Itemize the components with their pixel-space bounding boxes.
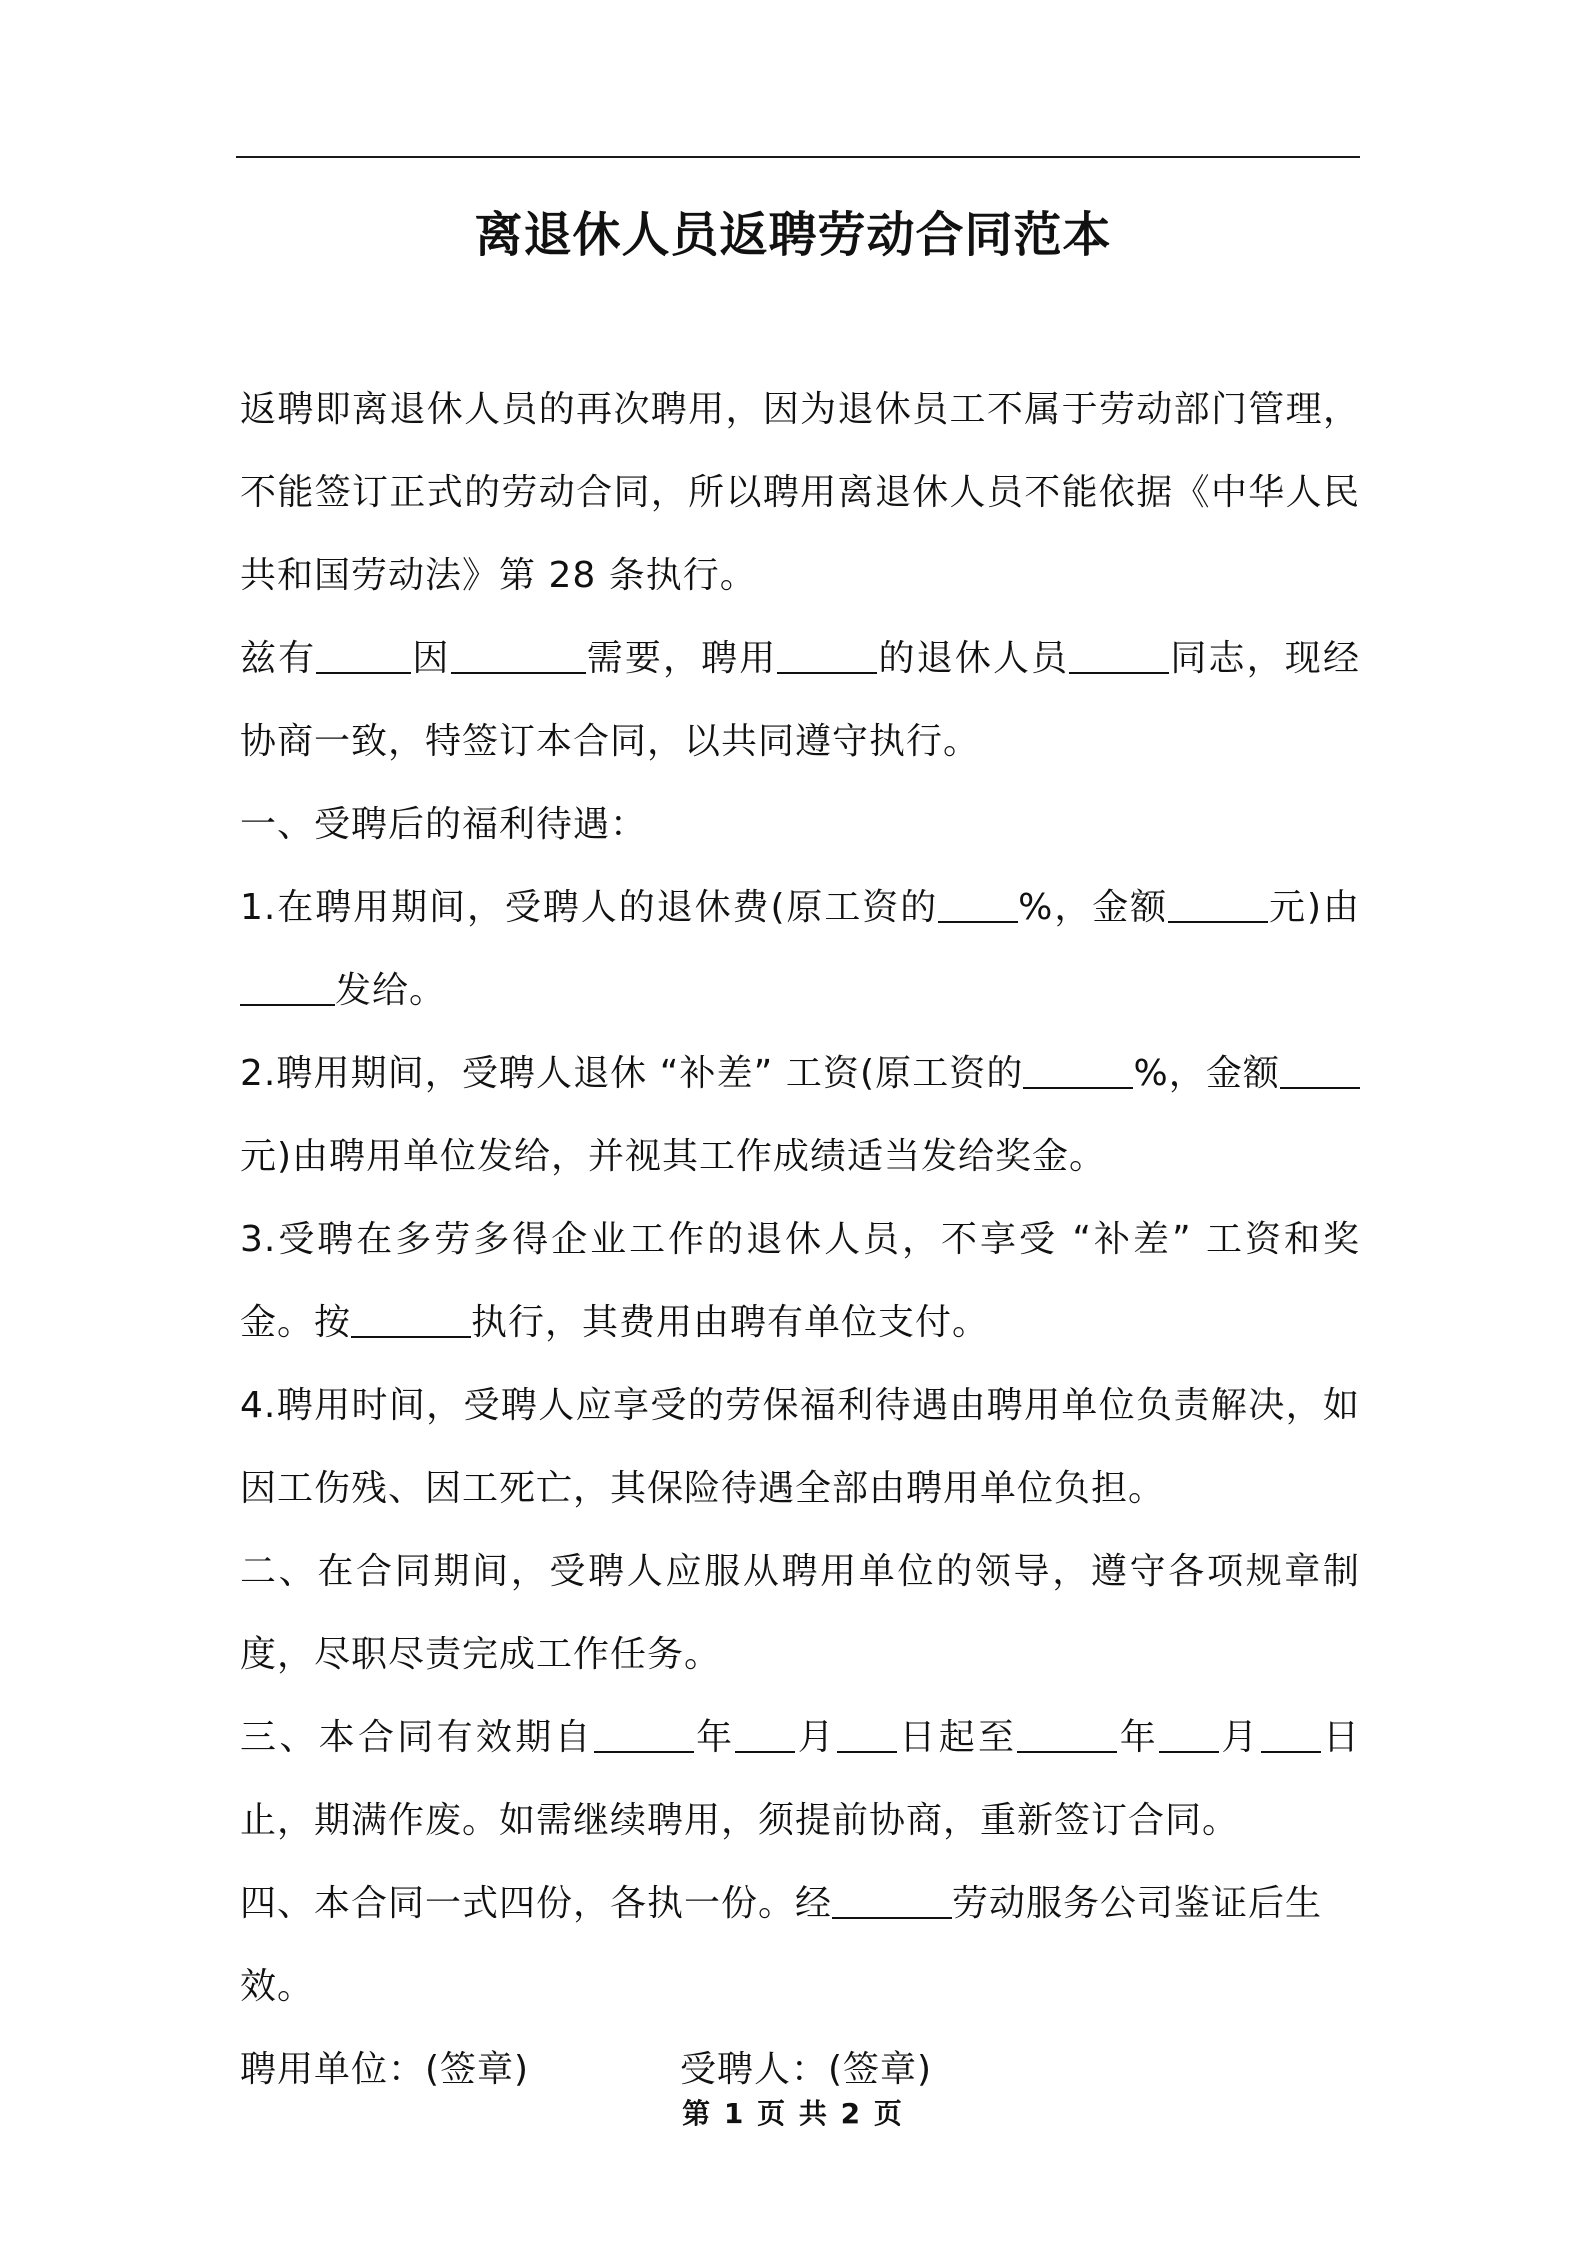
blank-end-month (1159, 1715, 1219, 1753)
item-2-text-2: %，金额 (1133, 1053, 1280, 1094)
section-3-text-3: 月 (795, 1717, 838, 1758)
blank-pension-payer (240, 968, 335, 1006)
item-3-text-1: 3.受聘在多劳多得企业工作的退休人员，不享受 “补差” 工资和奖金。按 (240, 1219, 1360, 1343)
item-2-text-3: 元)由聘用单位发给，并视其工作成绩适当发给奖金。 (240, 1136, 1107, 1177)
preamble-text-1: 兹有 (240, 638, 317, 679)
section-4-paragraph (240, 1862, 1360, 2028)
document-body (240, 368, 1360, 2111)
blank-start-year (594, 1715, 694, 1753)
item-1-text-3: 元)由 (1268, 887, 1360, 928)
blank-start-month (735, 1715, 795, 1753)
item-2-text-1: 2.聘用期间，受聘人退休 “补差” 工资(原工资的 (240, 1053, 1024, 1094)
preamble-text-3: 需要，聘用 (585, 638, 778, 679)
employee-signature: 受聘人：(签章) (680, 2049, 933, 2090)
item-1-paragraph (240, 866, 1360, 1032)
blank-pension-percent (938, 885, 1018, 923)
intro-paragraph: 返聘即离退休人员的再次聘用，因为退休员工不属于劳动部门管理，不能签订正式的劳动合同，所以聘用离退休人员不能依据《中华人民共和国劳动法》第 28 条执行。 (240, 389, 1360, 596)
blank-employee-name (1069, 636, 1169, 674)
blank-start-day (837, 1715, 897, 1753)
item-4-paragraph: 4.聘用时间，受聘人应享受的劳保福利待遇由聘用单位负责解决，如因工伤残、因工死亡，其保险待遇全部由聘用单位负担。 (240, 1385, 1360, 1509)
item-2-paragraph (240, 1032, 1360, 1198)
blank-end-year (1017, 1715, 1117, 1753)
page-number: 第 1 页 共 2 页 (682, 2097, 904, 2130)
blank-pension-amount (1168, 885, 1268, 923)
section-3-text-6: 月 (1219, 1717, 1261, 1758)
blank-party-a (316, 636, 411, 674)
employer-signature: 聘用单位：(签章) (240, 2049, 530, 2090)
item-1-text-4: 发给。 (335, 970, 447, 1011)
preamble-paragraph (240, 617, 1360, 783)
item-3-text-2: 执行，其费用由聘有单位支付。 (471, 1302, 990, 1343)
item-1-text-2: %，金额 (1018, 887, 1169, 928)
section-3-text-7: 日止，期满作废。如需继续聘用，须提前协商，重新签订合同。 (240, 1717, 1360, 1841)
section-4-text-2: 劳动服务公司鉴证后生效。 (240, 1883, 1323, 2007)
section-1-heading: 一、受聘后的福利待遇： (240, 804, 648, 845)
blank-execution-basis (351, 1300, 471, 1338)
item-3-paragraph (240, 1198, 1360, 1364)
blank-supplement-amount (1280, 1051, 1360, 1089)
section-3-text-5: 年 (1117, 1717, 1160, 1758)
preamble-text-4: 的退休人员 (877, 638, 1070, 679)
preamble-text-2: 因 (411, 638, 451, 679)
section-2-paragraph: 二、在合同期间，受聘人应服从聘用单位的领导，遵守各项规章制度，尽职尽责完成工作任务。 (240, 1551, 1360, 1675)
preamble-text-5: 同志，现经协商一致，特签订本合同，以共同遵守执行。 (240, 638, 1360, 762)
blank-supplement-percent (1023, 1051, 1133, 1089)
blank-labor-service-company (832, 1881, 952, 1919)
section-3-text-2: 年 (693, 1717, 736, 1758)
section-4-text-1: 四、本合同一式四份，各执一份。经 (240, 1883, 833, 1924)
section-3-paragraph (240, 1696, 1360, 1862)
blank-end-day (1261, 1715, 1321, 1753)
section-3-text-4: 日起至 (897, 1717, 1018, 1758)
item-1-text-1: 1.在聘用期间，受聘人的退休费(原工资的 (240, 887, 939, 928)
header-rule (236, 156, 1360, 158)
blank-reason (451, 636, 586, 674)
blank-source-unit (777, 636, 877, 674)
section-3-text-1: 三、本合同有效期自 (240, 1717, 594, 1758)
document-title: 离退休人员返聘劳动合同范本 (474, 207, 1112, 263)
